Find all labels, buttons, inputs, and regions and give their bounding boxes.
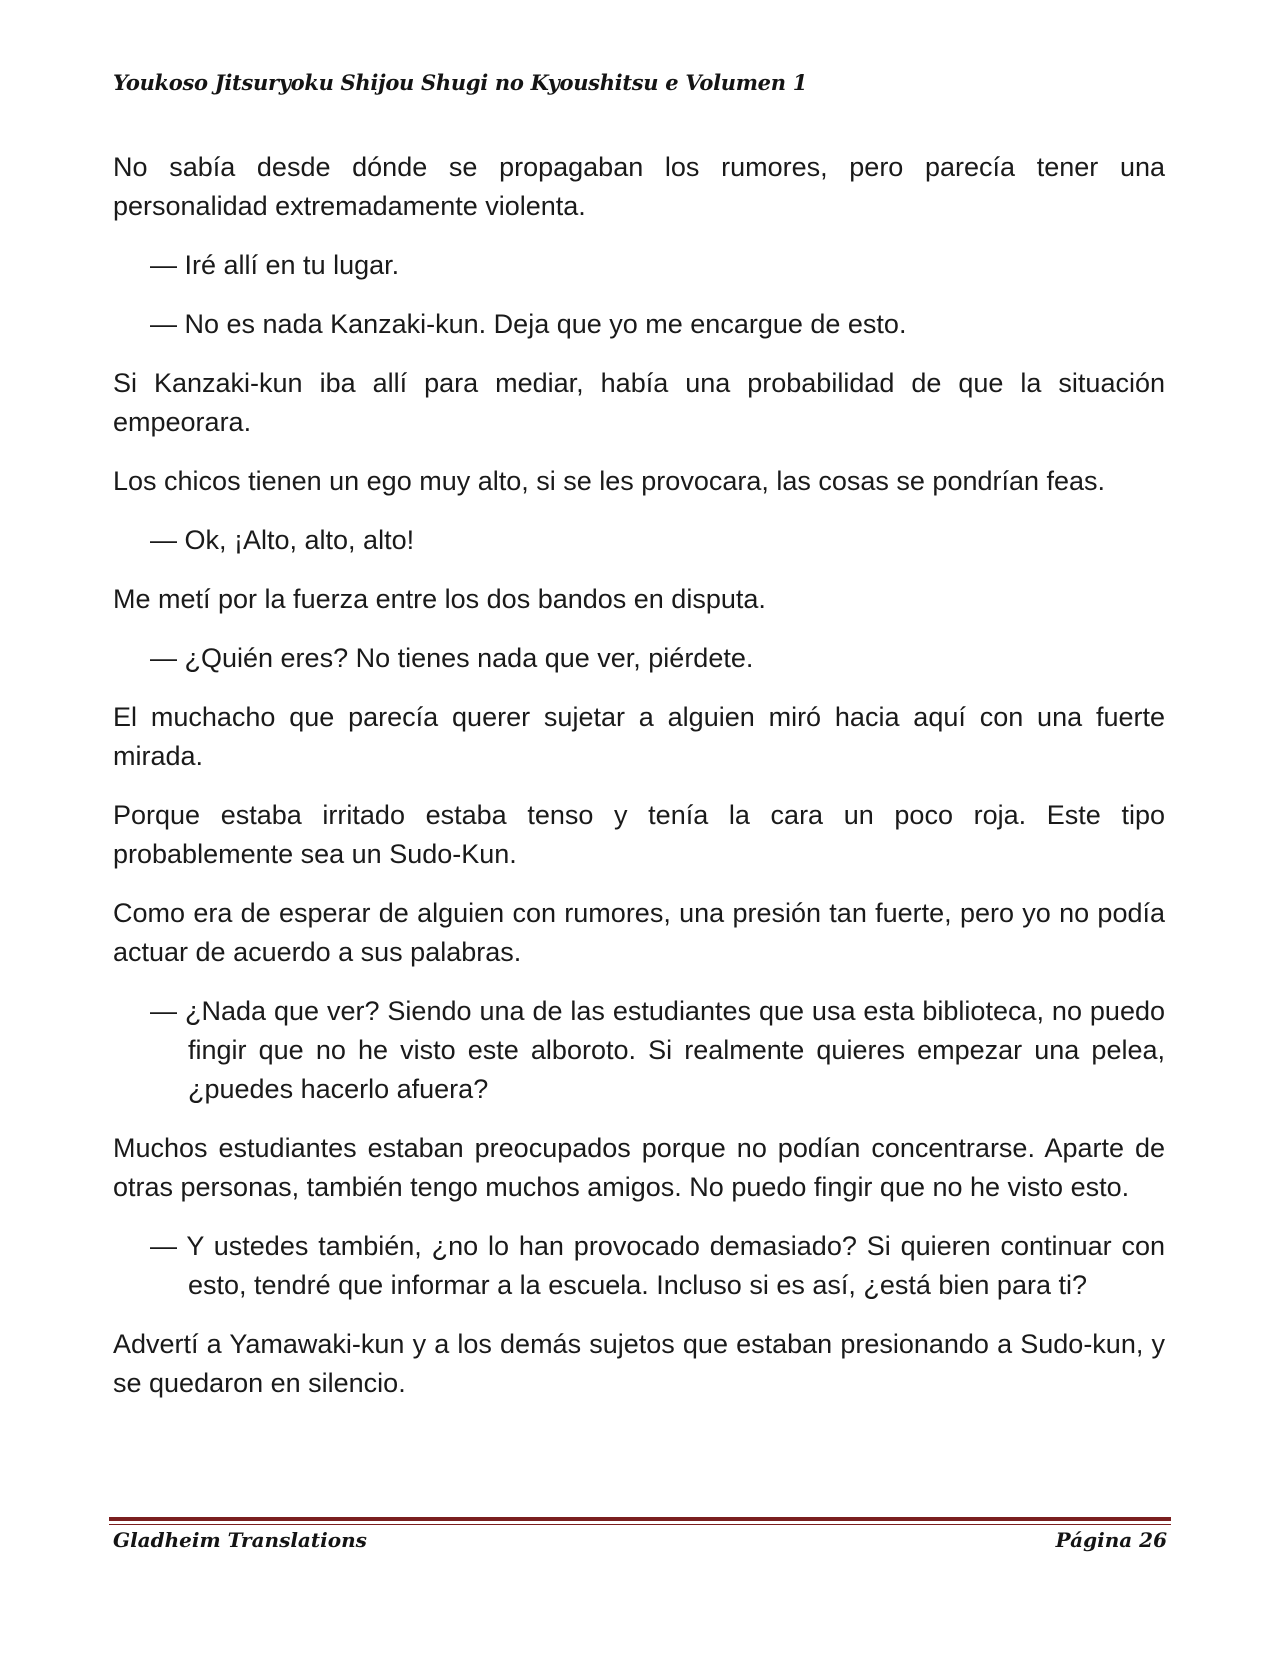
paragraph: Si Kanzaki-kun iba allí para mediar, había una probabilidad de que la situación empeorara.	[113, 368, 1165, 437]
footer-page-number: Página 26	[1055, 1528, 1167, 1552]
footer-translator: Gladheim Translations	[113, 1528, 367, 1552]
dialog-line: — Iré allí en tu lugar.	[150, 250, 400, 280]
paragraph: El muchacho que parecía querer sujetar a alguien miró hacia aquí con una fuerte mirada.	[113, 702, 1165, 771]
dialog-line: — Ok, ¡Alto, alto, alto!	[150, 525, 415, 555]
dialog-line: — Y ustedes también, ¿no lo han provocado demasiado? Si quieren continuar con esto, tendré que informar a la escuela. Incluso si es así, ¿está bien para ti?	[150, 1231, 1165, 1300]
dialog-line: — ¿Quién eres? No tienes nada que ver, piérdete.	[150, 643, 754, 673]
paragraph: Los chicos tienen un ego muy alto, si se les provocara, las cosas se pondrían feas.	[113, 466, 1106, 496]
paragraph: Muchos estudiantes estaban preocupados porque no podían concentrarse. Aparte de otras personas, también tengo muchos amigos. No puedo fingir que no he visto esto.	[113, 1133, 1165, 1202]
dialog-group	[113, 1227, 1165, 1305]
dialog-line: — No es nada Kanzaki-kun. Deja que yo me encargue de esto.	[150, 309, 907, 339]
dialog-group	[113, 992, 1165, 1109]
paragraph: No sabía desde dónde se propagaban los rumores, pero parecía tener una personalidad extremadamente violenta.	[113, 152, 1165, 221]
dialog-group	[113, 246, 1165, 344]
dialog-group	[113, 639, 1165, 678]
body-text	[113, 148, 1165, 1423]
dialog-line: — ¿Nada que ver? Siendo una de las estudiantes que usa esta biblioteca, no puedo fingir que no he visto este alboroto. Si realmente quieres empezar una pelea, ¿puedes hacerlo afuera?	[150, 996, 1165, 1104]
footer-divider	[109, 1517, 1171, 1521]
footer-divider-thin	[109, 1524, 1171, 1525]
dialog-group	[113, 521, 1165, 560]
paragraph: Me metí por la fuerza entre los dos bandos en disputa.	[113, 584, 766, 614]
running-header: Youkoso Jitsuryoku Shijou Shugi no Kyoushitsu e Volumen 1	[113, 70, 808, 95]
paragraph: Porque estaba irritado estaba tenso y tenía la cara un poco roja. Este tipo probablemente sea un Sudo-Kun.	[113, 800, 1165, 869]
paragraph: Como era de esperar de alguien con rumores, una presión tan fuerte, pero yo no podía actuar de acuerdo a sus palabras.	[113, 898, 1165, 967]
paragraph: Advertí a Yamawaki-kun y a los demás sujetos que estaban presionando a Sudo-kun, y se quedaron en silencio.	[113, 1329, 1165, 1398]
